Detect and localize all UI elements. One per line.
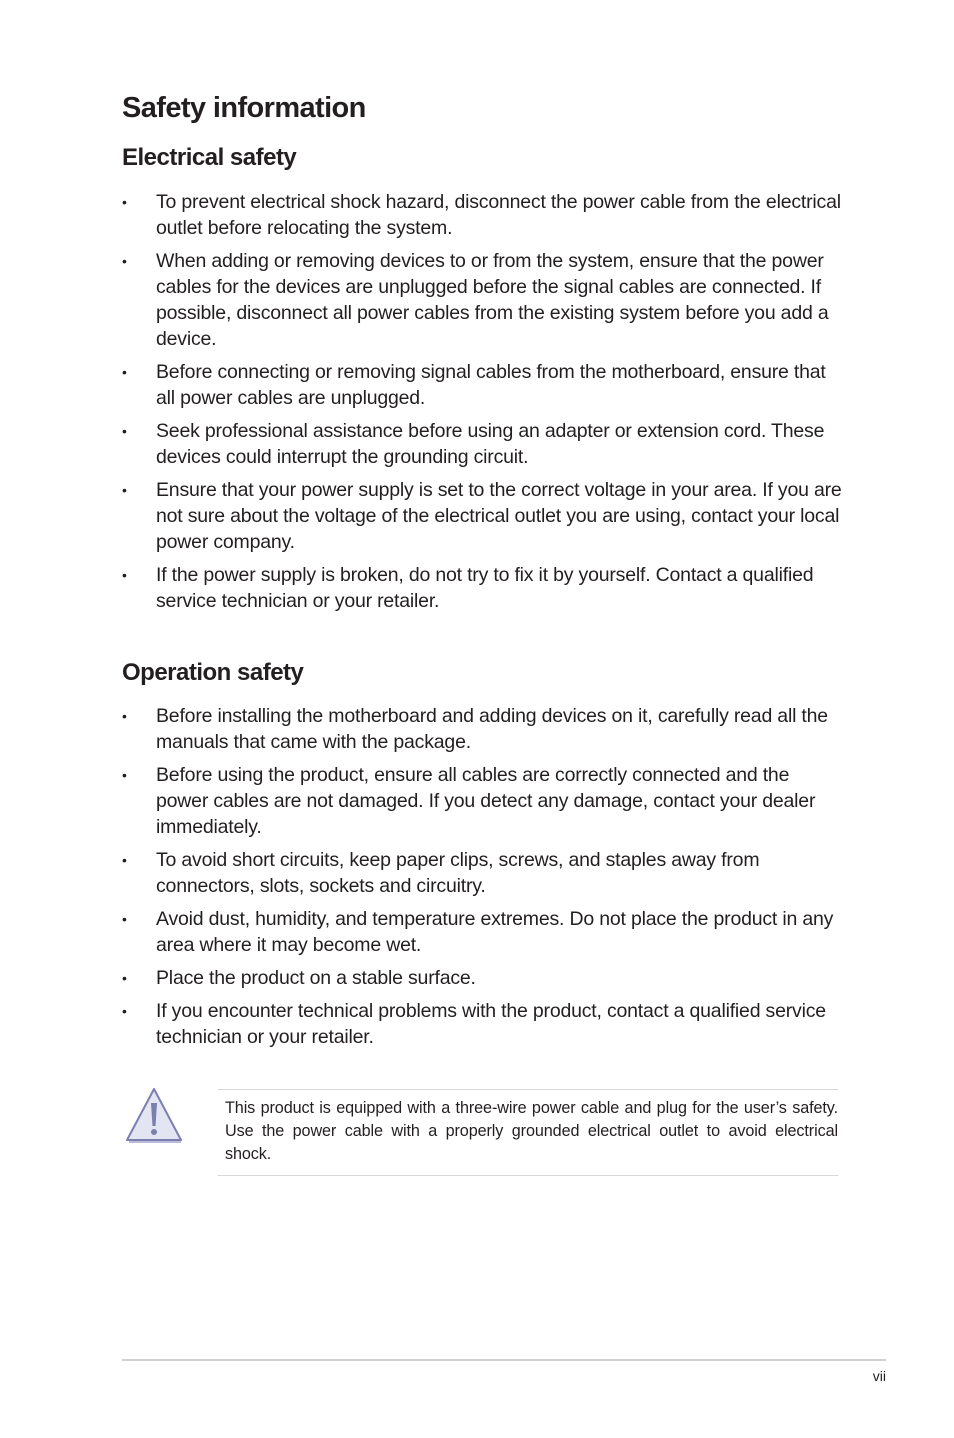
list-item-text: Avoid dust, humidity, and temperature extremes. Do not place the product in any area where it may become wet. [156,908,834,956]
list-item-text: If you encounter technical problems with the product, contact a qualified service technician or your retailer. [156,1000,826,1048]
operation-safety-section [122,658,842,1057]
bullet-icon: • [122,970,127,986]
footer-divider [122,1359,886,1361]
electrical-safety-section [122,143,842,621]
list-item-text: To prevent electrical shock hazard, disconnect the power cable from the electrical outlet before relocating the system. [156,191,841,239]
list-item [122,847,842,899]
list-item [122,762,842,840]
list-item [122,189,842,241]
bullet-icon: • [122,911,127,927]
page-number: vii [872,1368,886,1384]
bullet-icon: • [122,767,127,783]
list-item-text: If the power supply is broken, do not try to fix it by yourself. Contact a qualified service technician or your retailer. [156,564,814,612]
operation-safety-heading: Operation safety [122,659,304,686]
warning-triangle-icon [124,1086,184,1144]
operation-safety-list [122,703,842,1050]
list-item [122,965,842,991]
list-item [122,906,842,958]
list-item-text: To avoid short circuits, keep paper clips, screws, and staples away from connectors, slots, sockets and circuitry. [156,849,760,897]
bullet-icon: • [122,364,127,380]
list-item-text: When adding or removing devices to or from the system, ensure that the power cables for the devices are unplugged before the signal cables are connected. If possible, disconnect all power cables from the existing system before you add a device. [156,250,829,350]
warning-note [122,1086,838,1181]
bullet-icon: • [122,423,127,439]
list-item-text: Ensure that your power supply is set to the correct voltage in your area. If you are not sure about the voltage of the electrical outlet you are using, contact your local power company. [156,479,842,553]
list-item-text: Before using the product, ensure all cables are correctly connected and the power cables are not damaged. If you detect any damage, contact your dealer immediately. [156,764,816,838]
note-bottom-divider [218,1175,838,1176]
list-item [122,248,842,352]
list-item-text: Seek professional assistance before using an adapter or extension cord. These devices could interrupt the grounding circuit. [156,420,825,468]
bullet-icon: • [122,567,127,583]
bullet-icon: • [122,482,127,498]
list-item [122,562,842,614]
list-item [122,359,842,411]
list-item [122,998,842,1050]
warning-note-text: This product is equipped with a three-wire power cable and plug for the user’s safety. Use the power cable with a properly grounded electrical outlet to avoid electrical shock. [225,1099,838,1163]
list-item [122,703,842,755]
bullet-icon: • [122,1003,127,1019]
page-title: Safety information [122,92,366,124]
bullet-icon: • [122,253,127,269]
list-item-text: Before installing the motherboard and adding devices on it, carefully read all the manuals that came with the package. [156,705,828,753]
electrical-safety-list [122,189,842,614]
bullet-icon: • [122,852,127,868]
bullet-icon: • [122,708,127,724]
list-item [122,477,842,555]
bullet-icon: • [122,194,127,210]
list-item-text: Place the product on a stable surface. [156,967,476,989]
list-item-text: Before connecting or removing signal cables from the motherboard, ensure that all power cables are unplugged. [156,361,826,409]
list-item [122,418,842,470]
note-top-divider [218,1089,838,1090]
electrical-safety-heading: Electrical safety [122,144,297,171]
